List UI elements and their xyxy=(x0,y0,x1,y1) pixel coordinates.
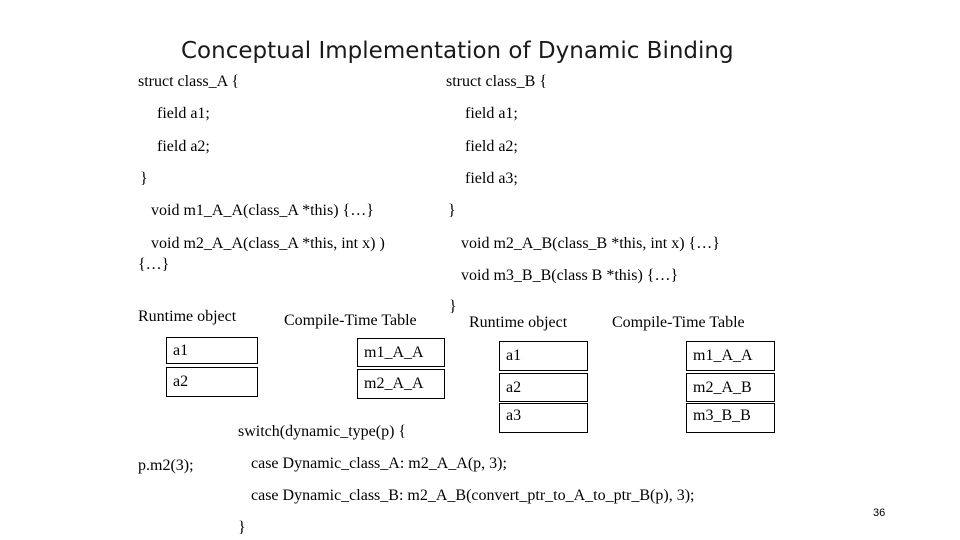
class-b-header: struct class_B { xyxy=(446,73,547,90)
right-runtime-cell-a1: a1 xyxy=(499,341,588,371)
class-a-method-m2: void m2_A_A(class_A *this, int x) ) xyxy=(151,235,385,252)
class-a-method-m1: void m1_A_A(class_A *this) {…} xyxy=(151,202,374,219)
class-b-field-a3: field a3; xyxy=(465,170,518,187)
switch-case-b: case Dynamic_class_B: m2_A_B(convert_ptr_to_A_to_ptr_B(p), 3); xyxy=(251,487,695,504)
right-compile-label: Compile-Time Table xyxy=(612,314,745,331)
right-compile-cell-m1: m1_A_A xyxy=(686,341,775,371)
left-runtime-cell-a1: a1 xyxy=(166,337,258,364)
left-compile-cell-m2: m2_A_A xyxy=(357,369,445,399)
right-runtime-cell-a2: a2 xyxy=(499,373,588,402)
call-expression: p.m2(3); xyxy=(138,457,194,474)
class-b-field-a1: field a1; xyxy=(465,105,518,122)
left-runtime-label: Runtime object xyxy=(138,308,237,325)
class-a-field-a2: field a2; xyxy=(157,138,210,155)
page-number: 36 xyxy=(873,507,886,519)
switch-head: switch(dynamic_type(p) { xyxy=(238,423,407,440)
class-a-close-brace: } xyxy=(140,170,148,187)
right-compile-cell-m3: m3_B_B xyxy=(686,403,775,433)
slide-title: Conceptual Implementation of Dynamic Binding xyxy=(181,38,734,64)
class-b-field-a2: field a2; xyxy=(465,138,518,155)
class-b-close-brace: } xyxy=(448,202,456,219)
class-b-close-brace-2: } xyxy=(449,298,457,315)
right-runtime-label: Runtime object xyxy=(469,314,568,331)
switch-close-brace: } xyxy=(238,519,246,536)
left-compile-cell-m1: m1_A_A xyxy=(357,338,445,367)
right-runtime-cell-a3: a3 xyxy=(499,403,588,433)
class-a-method-m2-body: {…} xyxy=(138,256,170,273)
class-b-method-m3: void m3_B_B(class B *this) {…} xyxy=(461,267,679,284)
class-a-field-a1: field a1; xyxy=(157,105,210,122)
class-b-method-m2: void m2_A_B(class_B *this, int x) {…} xyxy=(461,235,720,252)
left-compile-label: Compile-Time Table xyxy=(284,312,417,329)
switch-case-a: case Dynamic_class_A: m2_A_A(p, 3); xyxy=(251,455,507,472)
right-compile-cell-m2: m2_A_B xyxy=(686,373,775,402)
left-runtime-cell-a2: a2 xyxy=(166,367,258,397)
class-a-header: struct class_A { xyxy=(138,73,239,90)
